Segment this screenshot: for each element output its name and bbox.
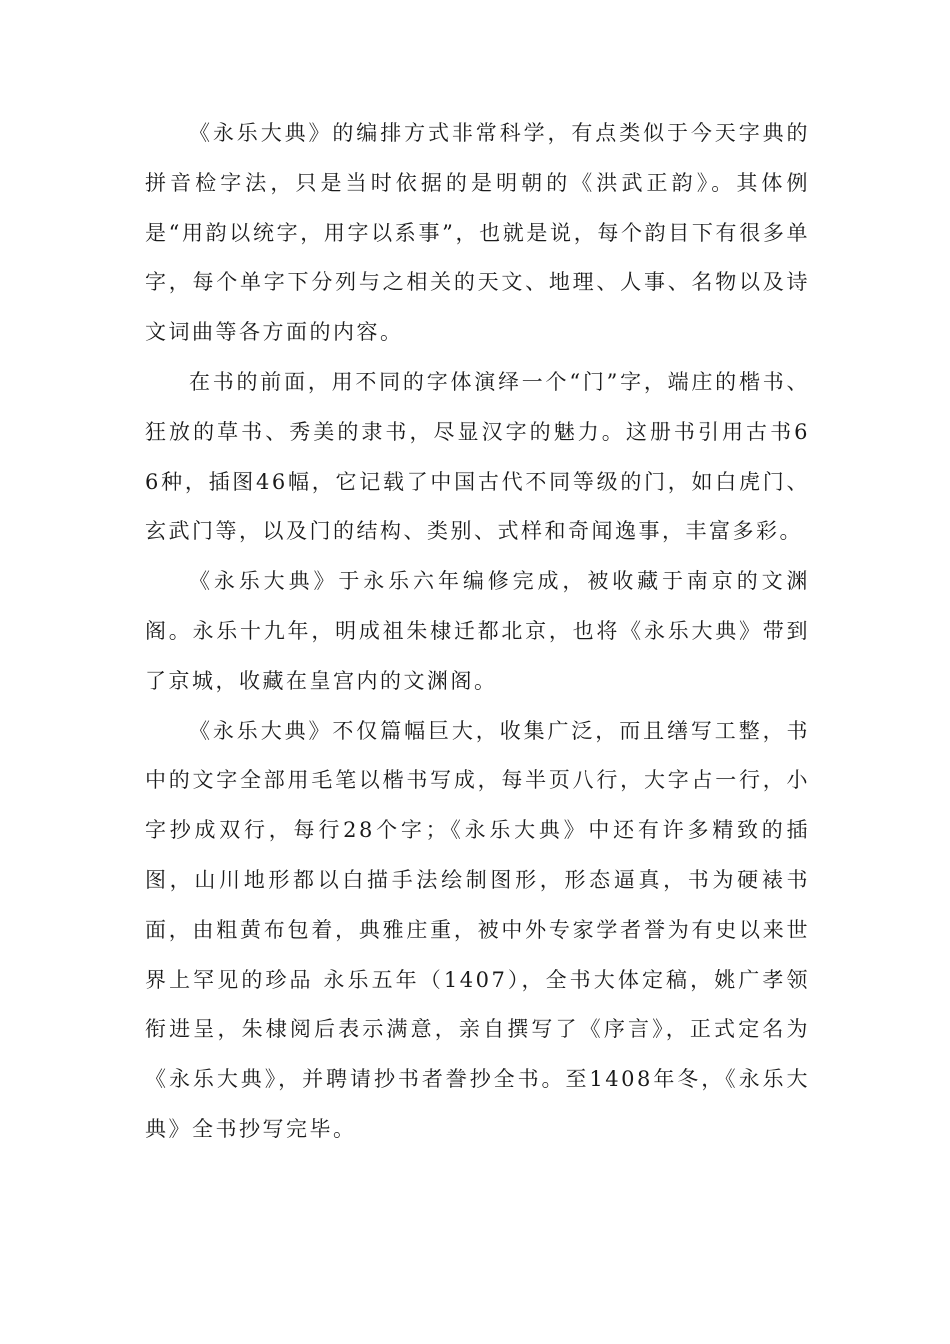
document-body <box>145 109 810 1155</box>
paragraph-4: 《永乐大典》不仅篇幅巨大，收集广泛，而且缮写工整，书中的文字全部用毛笔以楷书写成，每半页八行，大字占一行，小字抄成双行，每行28个字；《永乐大典》中还有许多精致的插图，山川地形都以白描手法绘制图形，形态逼真，书为硬裱书面，由粗黄布包着，典雅庄重，被中外专家学者誉为有史以来世界上罕见的珍品 永乐五年（1407），全书大体定稿，姚广孝领衔进呈，朱棣阅后表示满意，亲自撰写了《序言》，正式定名为《永乐大典》，并聘请抄书者誊抄全书。至1408年冬，《永乐大典》全书抄写完毕。 <box>145 718 810 1141</box>
paragraph-3: 《永乐大典》于永乐六年编修完成，被收藏于南京的文渊阁。永乐十九年，明成祖朱棣迁都北京，也将《永乐大典》带到了京城，收藏在皇宫内的文渊阁。 <box>145 569 810 693</box>
paragraph-1: 《永乐大典》的编排方式非常科学，有点类似于今天字典的拼音检字法，只是当时依据的是明朝的《洪武正韵》。其体例是“用韵以统字，用字以系事”，也就是说，每个韵目下有很多单字，每个单字下分列与之相关的天文、地理、人事、名物以及诗文词曲等各方面的内容。 <box>145 121 810 345</box>
paragraph-2: 在书的前面，用不同的字体演绎一个“门”字，端庄的楷书、狂放的草书、秀美的隶书，尽显汉字的魅力。这册书引用古书66种，插图46幅，它记载了中国古代不同等级的门，如白虎门、玄武门等，以及门的结构、类别、式样和奇闻逸事，丰富多彩。 <box>145 369 810 544</box>
